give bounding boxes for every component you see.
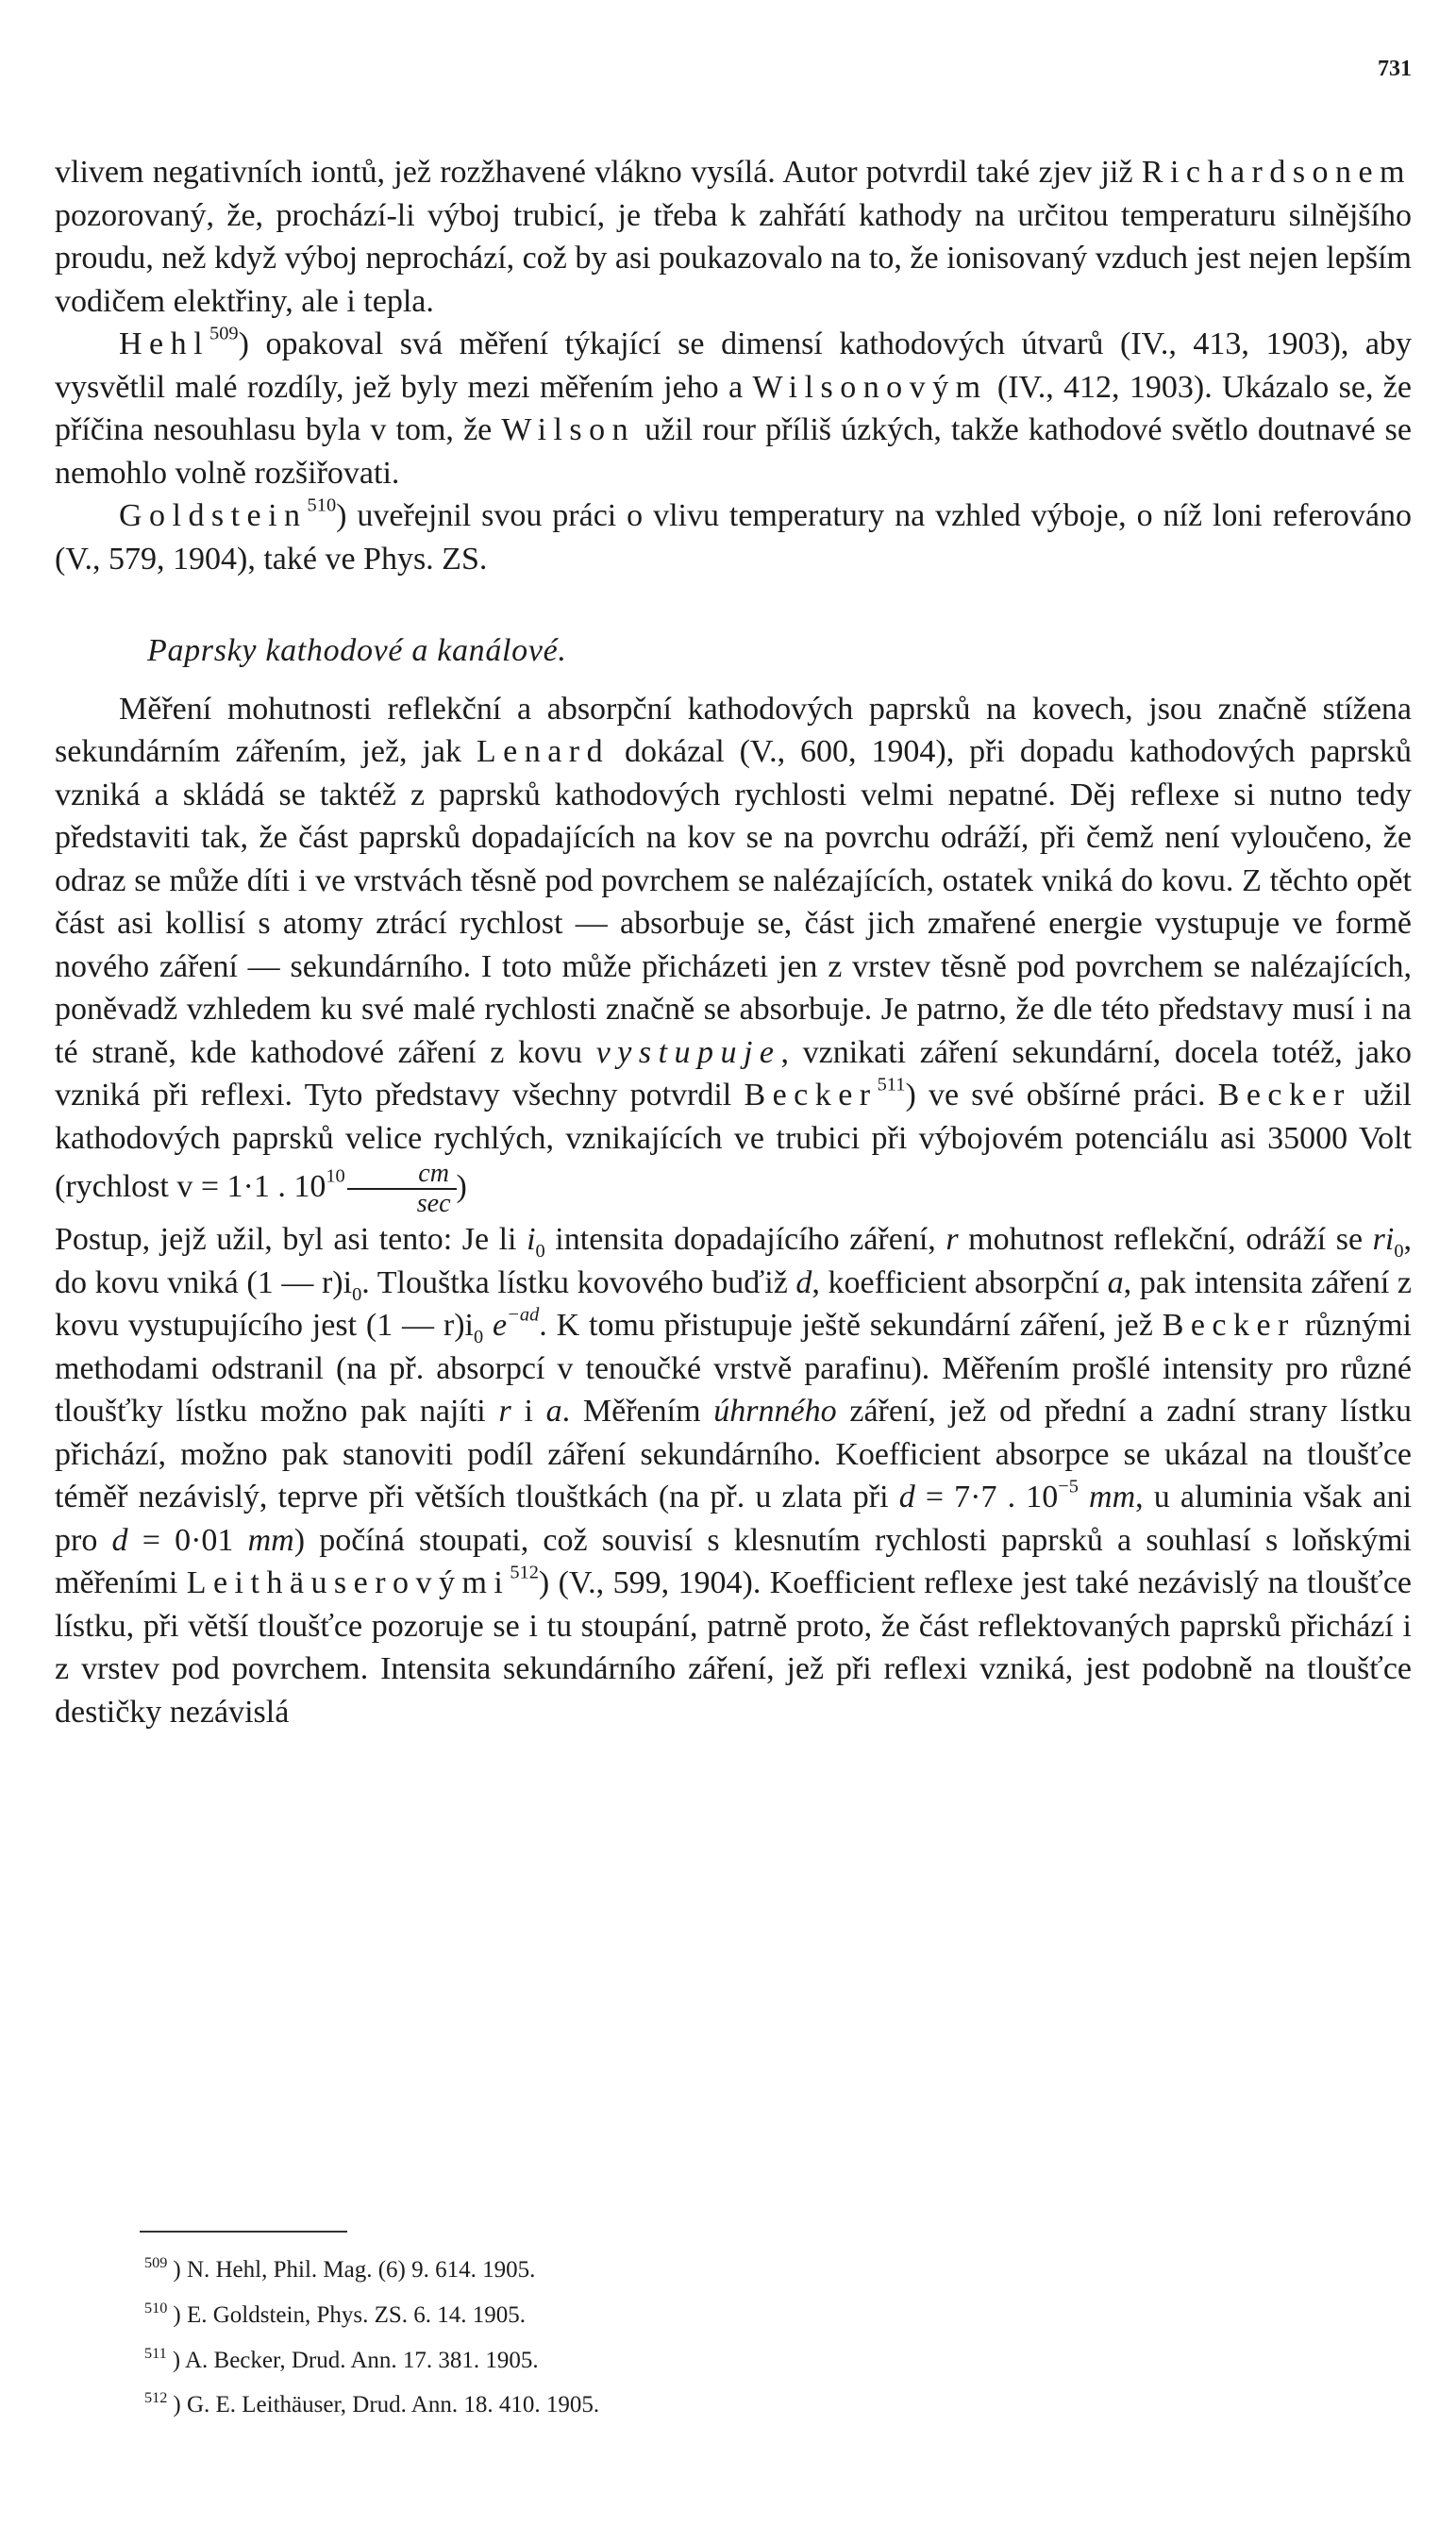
page-number: 731 xyxy=(1378,57,1412,81)
author-name: Richardsonem xyxy=(1141,155,1412,190)
author-name: Leithäuserovými xyxy=(186,1565,510,1600)
footnote: $^{512}$ ) G. E. Leithäuser, Drud. Ann. 18. 410. 1905. xyxy=(144,2389,600,2417)
fraction-numerator: cm xyxy=(347,1160,457,1190)
exponent: −ad xyxy=(507,1304,540,1326)
page xyxy=(55,0,1412,2526)
footnote-ref: 511 xyxy=(877,1074,906,1096)
author-name: Becker xyxy=(744,1078,878,1112)
footnote-ref: 512 xyxy=(510,1562,539,1583)
author-name: Becker xyxy=(1217,1078,1351,1112)
paragraph-3: Goldstein$^{510}$) uveřejnil svou práci o vlivu temperatury na vzhled výboje, o níž loni referováno (V., 579, 1904), také ve Phys. ZS. xyxy=(55,494,1412,577)
author-name: Wilson xyxy=(501,412,636,447)
paragraph-4: Měření mohutnosti reflekční a absorpční kathodových paprsků na kovech, jsou značně stížena sekundárním zářením, jež, jak Lenard dokázal (V., 600, 1904), při dopadu kathodových paprsků vzniká a skládá se taktéž z paprsků kathodových rychlosti velmi nepatné. Děj reflexe si nutno tedy představiti tak, že část paprsků dopadajících na kov se na povrchu odráží, při čemž není vyloučeno, že odraz se může díti i ve vrstvách těsně pod povrchem se nalézajících, ostatek vniká do kovu. Z těchto opět část asi kollisí s atomy ztrácí rychlost — absorbuje se, část jich zmařené energie vystupuje ve formě nového záření — sekundárního. I toto může přicházeti jen z vrstev těsně pod povrchem se nalézajících, poněvadž vzhledem ku své malé rychlosti značně se absorbuje. Je patrno, že dle této představy musí i na té straně, kde kathodové záření z kovu vystupuje, vznikati záření sekundární, docela totéž, jako vzniká při reflexi. Tyto představy všechny potvrdil Becker$^{511}$) ve své obšírné práci. Becker užil kathodových paprsků velice rychlých, vznikajících ve trubici při výbojovém potenciálu asi 35000 Volt (rychlost v = 1·1 . $10^{10}$ $\frac{cm}{\sec}$ ) xyxy=(55,691,1413,1218)
body-text xyxy=(55,151,1412,1733)
footnote: $^{509}$ ) N. Hehl, Phil. Mag. (6) 9. 614. 1905. xyxy=(144,2254,536,2283)
exponent: 10 xyxy=(326,1165,345,1187)
footnote-divider xyxy=(140,2231,347,2233)
footnote-ref: 510 xyxy=(307,494,337,516)
paragraph-5: Postup, jejž užil, byl asi tento: Je li $i_0$ intensita dopadajícího záření, r mohutnost reflekční, odráží se $ri_0$, do kovu vniká (1 — $r)i_0$. Tlouštka lístku kovového buďiž d, koefficient absorpční a, pak intensita záření z kovu vystupujícího jest (1 — $r)i_0$ $e^{-ad}$. K tomu přistupuje ještě sekundární záření, jež Becker různými methodami odstranil (na př. absorpcí v tenoučké vrstvě parafinu). Měřením prošlé intensity pro různé tloušťky lístku možno pak najíti r i a. Měřením úhrnného záření, jež od přední a zadní strany lístku přichází, možno pak stanoviti podíl záření sekundárního. Koefficient absorpce se ukázal na tloušťce téměř nezávislý, teprve při větších tlouštkách (na př. u zlata při d = 7·7 . $10^{-5}$ mm, u aluminia však ani pro d = 0·01 mm) počíná stoupati, což souvisí s klesnutím rychlosti paprsků a souhlasí s loňskými měřeními Leithäuserovými$^{512}$) (V., 599, 1904). Koefficient reflexe jest také nezávislý na tloušťce lístku, při větší tloušťce pozoruje se i tu stoupání, patrně proto, že část reflektovaných paprsků přichází i z vrstev pod povrchem. Intensita sekundárního záření, jež při reflexi vzniká, jest podobně na tloušťce destičky nezávislá xyxy=(55,1222,1413,1730)
emphasis: vystupuje xyxy=(595,1034,781,1070)
footnote: $^{511}$ ) A. Becker, Drud. Ann. 17. 381. 1905. xyxy=(144,2344,539,2373)
author-name: Hehl xyxy=(119,326,210,361)
emphasis: úhrnného xyxy=(713,1394,837,1429)
exponent: −5 xyxy=(1058,1476,1079,1497)
fraction-denominator: sec xyxy=(416,1189,451,1218)
author-name: Lenard xyxy=(476,734,611,769)
paragraph-1: vlivem negativních iontů, jež rozžhavené vlákno vysílá. Autor potvrdil také zjev již Richardsonem pozorovaný, že, prochází-li výboj trubicí, je třeba k zahřátí kathody na určitou temperaturu silnějšího proudu, než když výboj neprochází, což by asi poukazovalo na to, že ionisovaný vzduch jest nejen lepším vodičem elektřiny, ale i tepla. xyxy=(55,155,1412,319)
footnote-ref: 509 xyxy=(209,323,239,344)
footnote: $^{510}$ ) E. Goldstein, Phys. ZS. 6. 14. 1905. xyxy=(144,2299,526,2328)
footnotes xyxy=(144,2244,599,2424)
unit-fraction xyxy=(347,1160,457,1218)
section-heading: Paprsky kathodové a kanálové. xyxy=(147,633,567,668)
author-name: Goldstein xyxy=(119,498,308,533)
author-name: Becker xyxy=(1162,1308,1296,1343)
paragraph-2: Hehl$^{509}$) opakoval svá měření týkající se dimensí kathodových útvarů (IV., 413, 1903), aby vysvětlil malé rozdíly, jež byly mezi měřením jeho a Wilsonovým (IV., 412, 1903). Ukázalo se, že příčina nesouhlasu byla v tom, že Wilson užil rour příliš úzkých, takže kathodové světlo doutnavé se nemohlo volně rozšiřovati. xyxy=(55,323,1412,491)
author-name: Wilsonovým xyxy=(752,369,988,405)
